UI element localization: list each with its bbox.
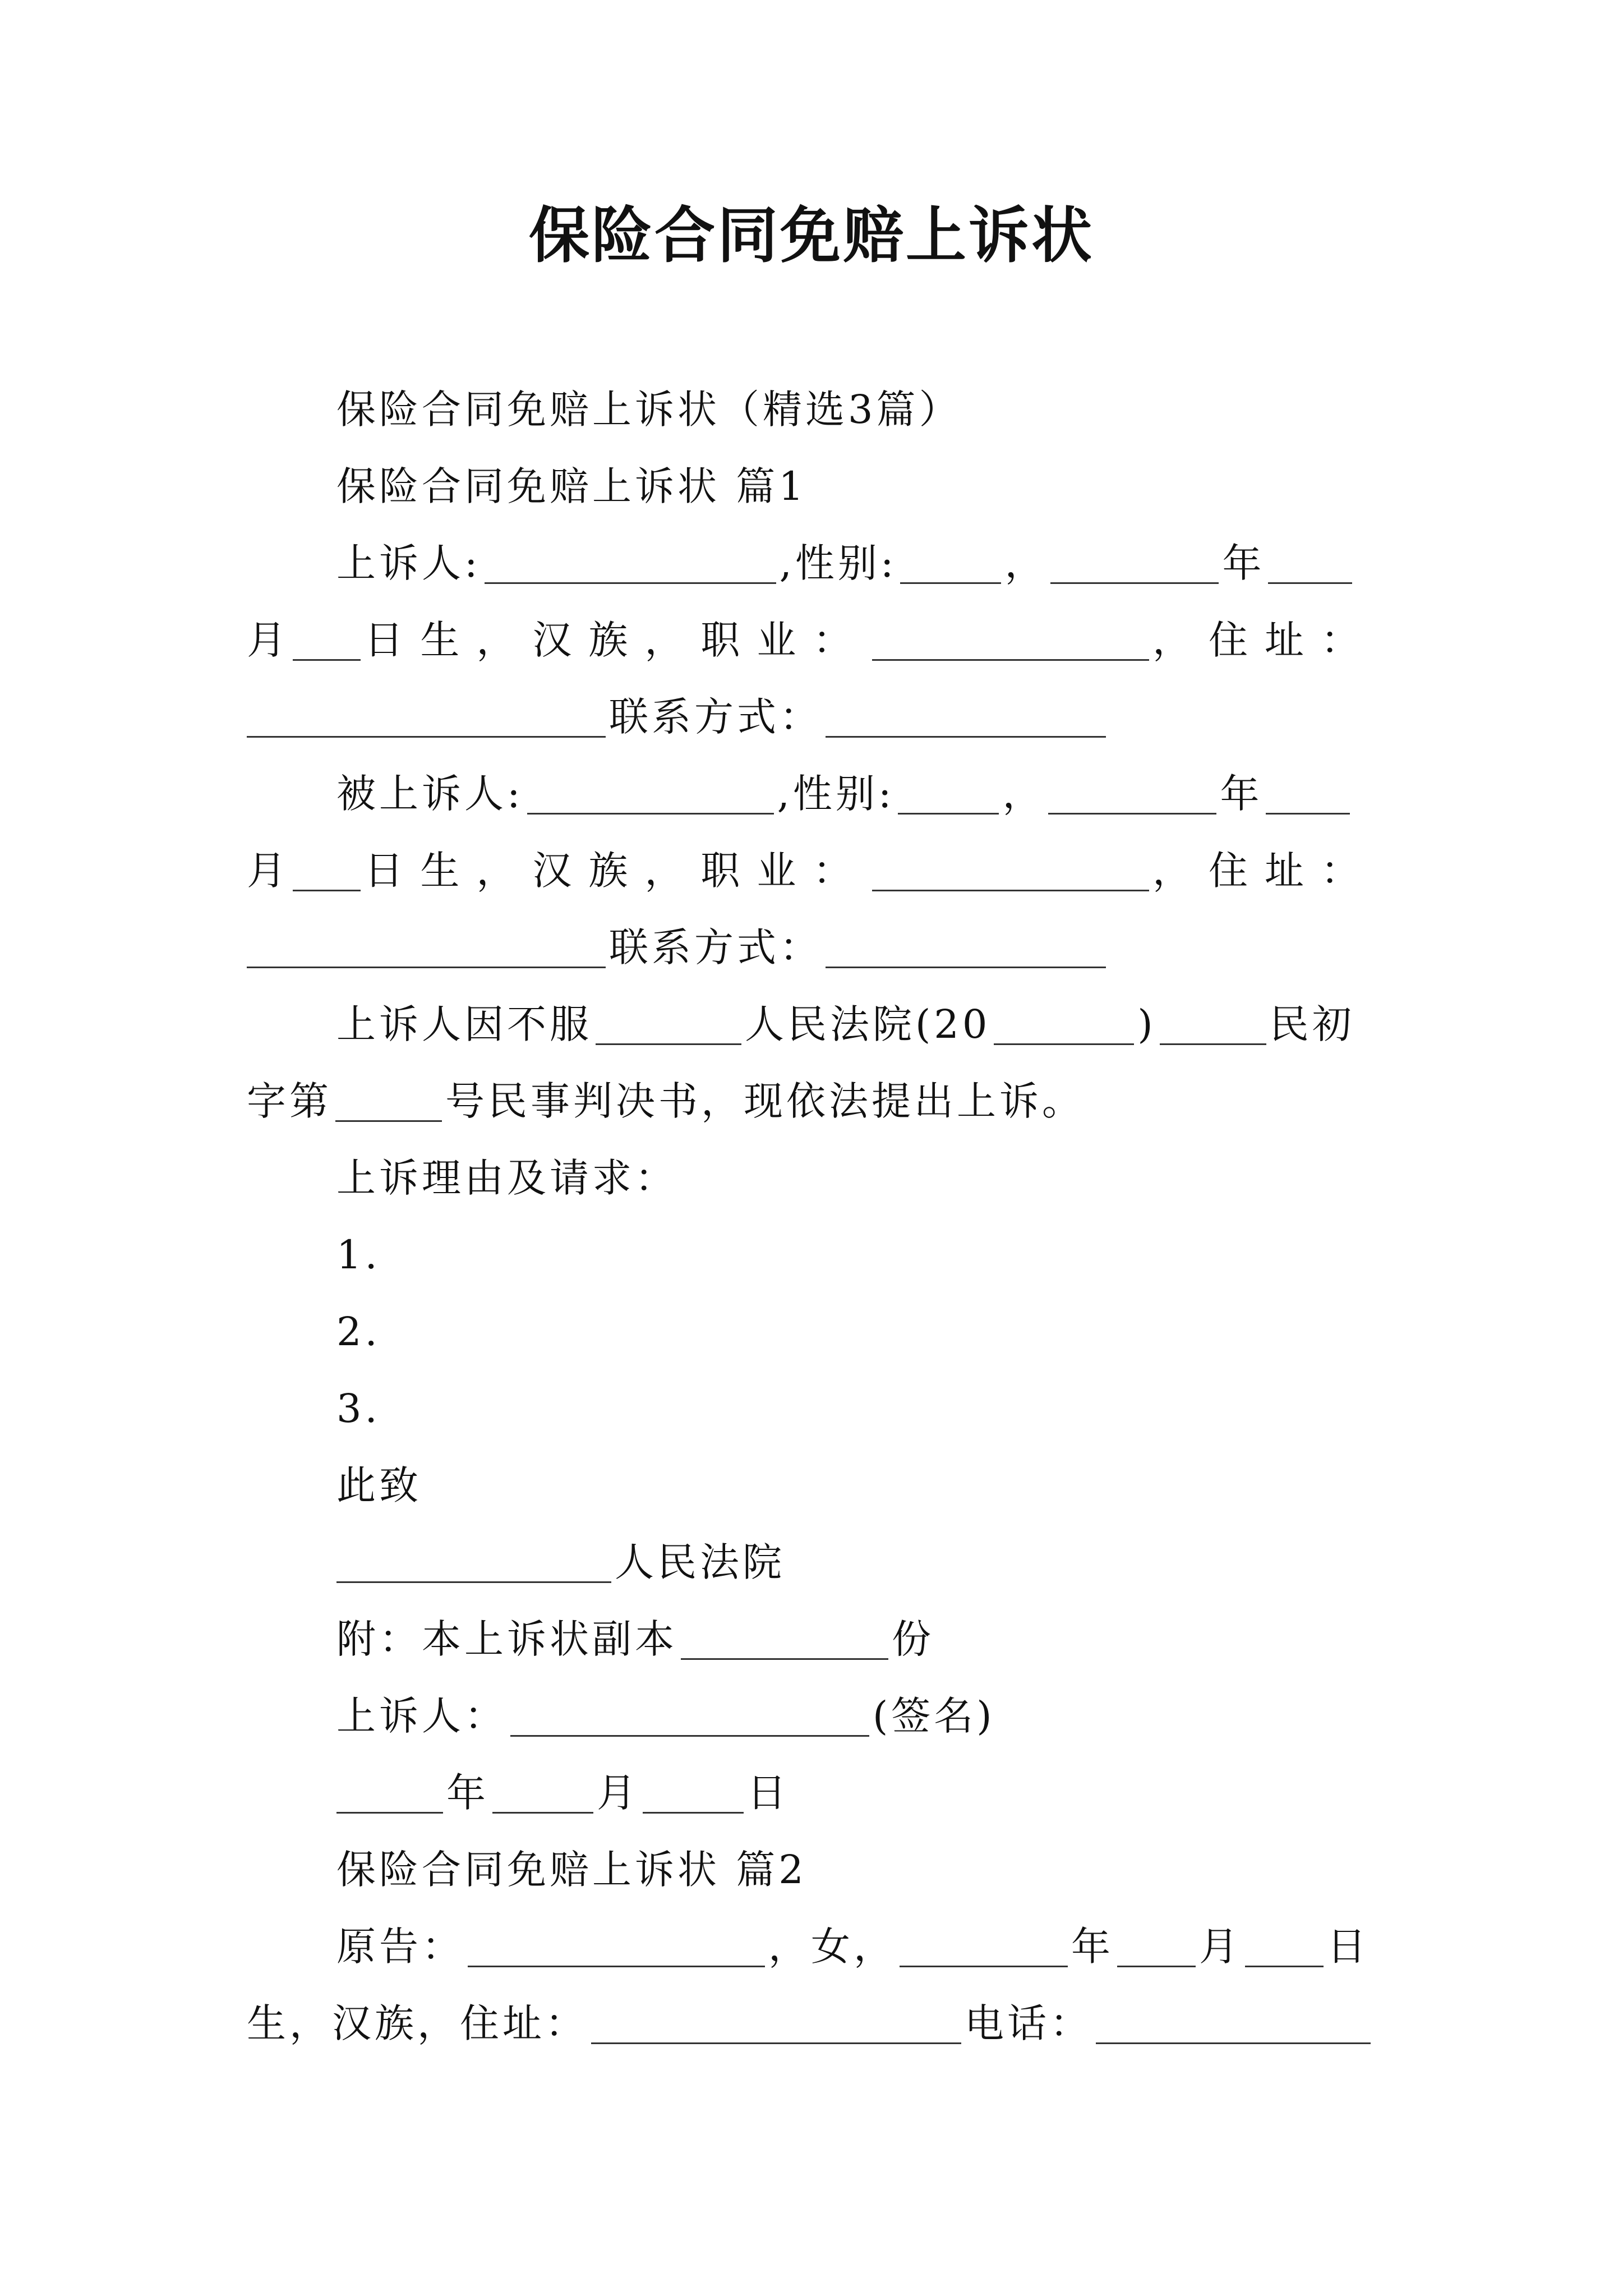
case-number-blank <box>335 1117 442 1122</box>
appellant-year-label: 年 <box>1222 540 1265 586</box>
appellee-birth-year-blank <box>1048 809 1216 815</box>
case-year-blank <box>994 1040 1134 1045</box>
addressee-court-blank <box>336 1578 611 1583</box>
plaintiff-phone-blank <box>1096 2039 1371 2044</box>
appellant-job-blank <box>872 656 1149 661</box>
plaintiff-address-label: 生，汉族，住址： <box>247 2000 588 2046</box>
attachment-unit: 份 <box>892 1616 934 1662</box>
appellee-birth-month-blank <box>1266 809 1350 815</box>
plaintiff-line-2 <box>247 1984 1377 2061</box>
appeal-line-2 <box>247 1062 1377 1139</box>
appellant-contact-label: 联系方式： <box>609 694 822 740</box>
appeal-text-b: 人民法院(20 <box>745 1001 991 1047</box>
appellant-line-1 <box>247 524 1377 601</box>
comma-text: ， <box>1004 540 1048 586</box>
appellant-birth-ethnic-job: 日生，汉族，职业： <box>364 617 869 663</box>
appellee-gender-blank <box>898 809 999 815</box>
signature-blank <box>510 1732 869 1737</box>
salutation-line <box>247 1446 1377 1523</box>
document-title: 保险合同免赔上诉状 <box>528 200 1094 271</box>
list-item <box>247 1216 1377 1292</box>
reasons-label: 上诉理由及请求： <box>336 1155 677 1201</box>
section-1-heading-text: 保险合同免赔上诉状 篇1 <box>336 463 807 509</box>
appellee-name-blank <box>527 809 774 815</box>
intro-text: 保险合同免赔上诉状（精选3篇） <box>336 386 962 432</box>
appellant-birth-year-blank <box>1050 579 1219 584</box>
signature-note: (签名) <box>873 1693 995 1739</box>
court-line <box>247 1523 1377 1600</box>
appellant-label: 上诉人: <box>336 540 481 586</box>
appellee-birth-day-blank <box>293 886 361 891</box>
appeal-text-c: ) <box>1137 1001 1156 1047</box>
plaintiff-year-blank <box>900 1962 1068 1967</box>
section-2-heading <box>247 1830 1377 1907</box>
case-court-blank <box>1160 1040 1266 1045</box>
attachment-line <box>247 1600 1377 1677</box>
list-item <box>247 1369 1377 1446</box>
attachment-text: 附：本上诉状副本 <box>336 1616 677 1662</box>
court-label: 人民法院 <box>615 1539 785 1585</box>
copies-blank <box>681 1655 888 1660</box>
appellant-contact-blank <box>826 733 1106 738</box>
appellee-line-2 <box>247 831 1377 908</box>
appellee-address-blank <box>247 963 606 968</box>
plaintiff-month-blank <box>1117 1962 1196 1967</box>
appellee-line-3 <box>247 908 1377 985</box>
appellant-address-blank <box>247 733 606 738</box>
appellee-contact-blank <box>826 963 1106 968</box>
plaintiff-year-label: 年 <box>1071 1924 1114 1970</box>
plaintiff-day-blank <box>1245 1962 1324 1967</box>
list-item-number: 3. <box>336 1386 381 1432</box>
appeal-line-1 <box>247 985 1377 1062</box>
plaintiff-name-blank <box>468 1962 765 1967</box>
appellant-gender-label: ,性别: <box>779 540 897 586</box>
appellant-address-label: ，住址： <box>1152 617 1377 663</box>
appeal-text-f: 号民事判决书，现依法提出上诉。 <box>445 1078 1085 1124</box>
signature-label: 上诉人： <box>336 1693 507 1739</box>
appellant-birth-month-blank <box>1268 579 1352 584</box>
list-item <box>247 1292 1377 1369</box>
date-month-label: 月 <box>597 1770 639 1816</box>
appellant-line-2 <box>247 601 1377 678</box>
plaintiff-phone-label: 电话： <box>965 2000 1092 2046</box>
appeal-text-e: 字第 <box>247 1078 332 1124</box>
date-day-blank <box>643 1809 744 1814</box>
appellant-name-blank <box>485 579 776 584</box>
salutation: 此致 <box>336 1462 422 1508</box>
date-line <box>247 1754 1377 1830</box>
appeal-text-a: 上诉人因不服 <box>336 1001 592 1047</box>
appellee-birth-ethnic-job: 日生，汉族，职业： <box>364 848 869 894</box>
appellant-month-label: 月 <box>247 617 289 663</box>
appellant-line-3 <box>247 678 1377 754</box>
plaintiff-month-label: 月 <box>1199 1924 1242 1970</box>
date-year-label: 年 <box>446 1770 489 1816</box>
court-name-blank <box>596 1040 741 1045</box>
date-day-label: 日 <box>747 1770 790 1816</box>
appellee-address-label: ，住址： <box>1152 848 1377 894</box>
plaintiff-gender: ，女， <box>768 1924 896 1970</box>
list-item-number: 1. <box>336 1232 381 1278</box>
date-month-blank <box>492 1809 593 1814</box>
intro-line <box>247 370 1377 447</box>
appellant-gender-blank <box>900 579 1001 584</box>
appellee-job-blank <box>872 886 1149 891</box>
appellee-line-1 <box>247 754 1377 831</box>
section-2-heading-text: 保险合同免赔上诉状 篇2 <box>336 1847 807 1893</box>
appellee-label: 被上诉人: <box>336 771 524 817</box>
plaintiff-label: 原告： <box>336 1924 464 1970</box>
appeal-text-d: 民初 <box>1269 1001 1355 1047</box>
date-year-blank <box>336 1809 443 1814</box>
plaintiff-line-1 <box>247 1907 1377 1984</box>
appellee-contact-label: 联系方式： <box>609 924 822 970</box>
reasons-line <box>247 1139 1377 1216</box>
signature-line <box>247 1677 1377 1754</box>
appellee-gender-label: ,性别: <box>777 771 895 817</box>
plaintiff-address-blank <box>591 2039 961 2044</box>
appellant-birth-day-blank <box>293 656 361 661</box>
appellee-month-label: 月 <box>247 848 289 894</box>
comma-text: ， <box>1002 771 1045 817</box>
list-item-number: 2. <box>336 1309 381 1355</box>
section-1-heading <box>247 447 1377 524</box>
appellee-year-label: 年 <box>1220 771 1263 817</box>
plaintiff-day-label: 日 <box>1327 1924 1370 1970</box>
